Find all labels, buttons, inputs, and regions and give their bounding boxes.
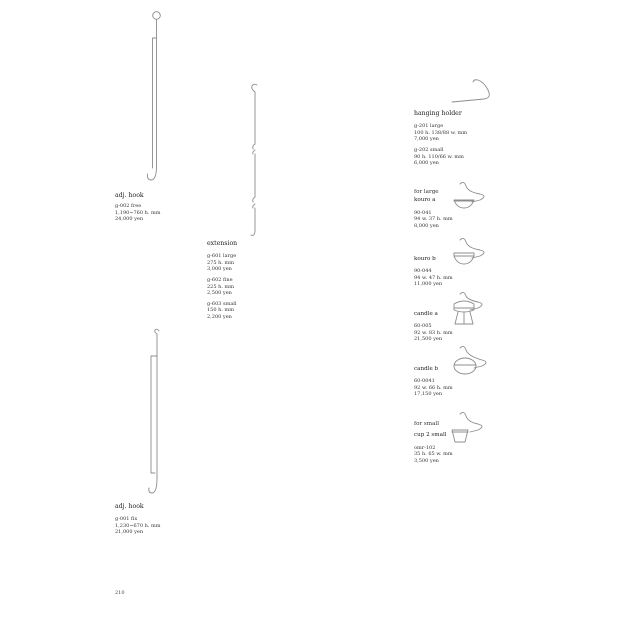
product-code: 60-0041	[414, 378, 435, 385]
candle-a-drawing	[448, 290, 488, 328]
extension-item-price: 2,500 yen	[207, 289, 232, 296]
candle-b-block	[414, 366, 453, 402]
adj-hook-fix-block	[115, 504, 161, 540]
page-number: 210	[115, 590, 125, 596]
hanging-holder-block	[414, 111, 467, 171]
product-code: 60-005	[414, 323, 432, 330]
adj-hook-fix-size: 1,230~670 h. mm	[115, 522, 161, 529]
extension-item-fine	[207, 277, 237, 296]
extension-item-price: 3,000 yen	[207, 266, 232, 273]
adj-hook-free-block	[115, 193, 161, 227]
product-name: kouro a	[414, 197, 436, 204]
product-name: candle a	[414, 311, 438, 317]
product-size: 94 w. 47 h. mm	[414, 274, 453, 281]
extension-block	[207, 241, 237, 325]
product-price: 8,000 yen	[414, 222, 439, 229]
extension-item-price: 2,200 yen	[207, 313, 232, 320]
product-price: 21,500 yen	[414, 336, 443, 343]
extension-item-size: 225 h. mm	[207, 283, 235, 290]
kouro-b-block	[414, 256, 453, 292]
hanging-holder-item-large	[414, 123, 467, 142]
kouro-b-drawing	[448, 236, 488, 268]
extension-title: extension	[207, 240, 238, 247]
product-name: kouro b	[414, 256, 436, 262]
extension-item-code: g-601 large	[207, 253, 237, 260]
adj-hook-free-price: 24,000 yen	[115, 216, 144, 223]
product-code: 90-041	[414, 209, 432, 216]
for-large-header-block	[414, 189, 453, 234]
hanging-holder-item-code: g-201 large	[414, 123, 444, 130]
adj-hook-free-size: 1,190~760 h. mm	[115, 209, 161, 216]
extension-item-size: 150 h. mm	[207, 307, 235, 314]
hanging-holder-item-size: 100 h. 138/88 w. mm	[414, 129, 468, 136]
extension-item-code: g-603 small	[207, 300, 237, 307]
product-price: 11,000 yen	[414, 281, 443, 288]
product-size: 94 w. 37 h. mm	[414, 216, 453, 223]
extension-drawing	[248, 80, 264, 240]
cup-2-small-drawing	[448, 410, 488, 446]
for-small-block	[414, 421, 453, 469]
candle-a-block	[414, 311, 453, 347]
adj-hook-fix-drawing	[140, 328, 170, 496]
extension-item-large	[207, 253, 237, 272]
for-large-label: for large	[414, 189, 439, 195]
candle-b-drawing	[448, 344, 492, 378]
hanging-holder-drawing	[448, 76, 494, 108]
adj-hook-fix-title: adj. hook	[115, 503, 144, 510]
extension-item-code: g-602 fine	[207, 277, 233, 284]
product-code: 90-044	[414, 268, 432, 275]
adj-hook-fix-price: 21,000 yen	[115, 529, 144, 536]
product-size: 92 w. 83 h. mm	[414, 329, 453, 336]
extension-item-size: 275 h. mm	[207, 259, 235, 266]
for-small-label: for small	[414, 421, 439, 427]
product-name: cup 2 small	[414, 432, 447, 439]
hanging-holder-item-price: 7,000 yen	[414, 136, 439, 143]
hanging-holder-title: hanging holder	[414, 110, 462, 117]
hanging-holder-item-price: 6,000 yen	[414, 159, 439, 166]
hanging-holder-item-size: 90 h. 110/66 w. mm	[414, 153, 464, 160]
product-size: 35 h. 65 w. mm	[414, 451, 453, 458]
product-name: candle b	[414, 366, 439, 372]
extension-item-small	[207, 301, 237, 320]
adj-hook-fix-code: g-001 fix	[115, 516, 138, 523]
product-price: 17,150 yen	[414, 391, 443, 398]
product-code: omr-102	[414, 444, 436, 451]
adj-hook-free-title: adj. hook	[115, 192, 144, 199]
hanging-holder-item-small	[414, 147, 467, 166]
hanging-holder-item-code: g-202 small	[414, 147, 444, 154]
product-size: 92 w. 66 h. mm	[414, 384, 453, 391]
adj-hook-free-drawing	[140, 8, 170, 186]
product-price: 3,500 yen	[414, 457, 439, 464]
kouro-a-drawing	[448, 180, 488, 212]
adj-hook-free-code: g-002 free	[115, 203, 142, 210]
